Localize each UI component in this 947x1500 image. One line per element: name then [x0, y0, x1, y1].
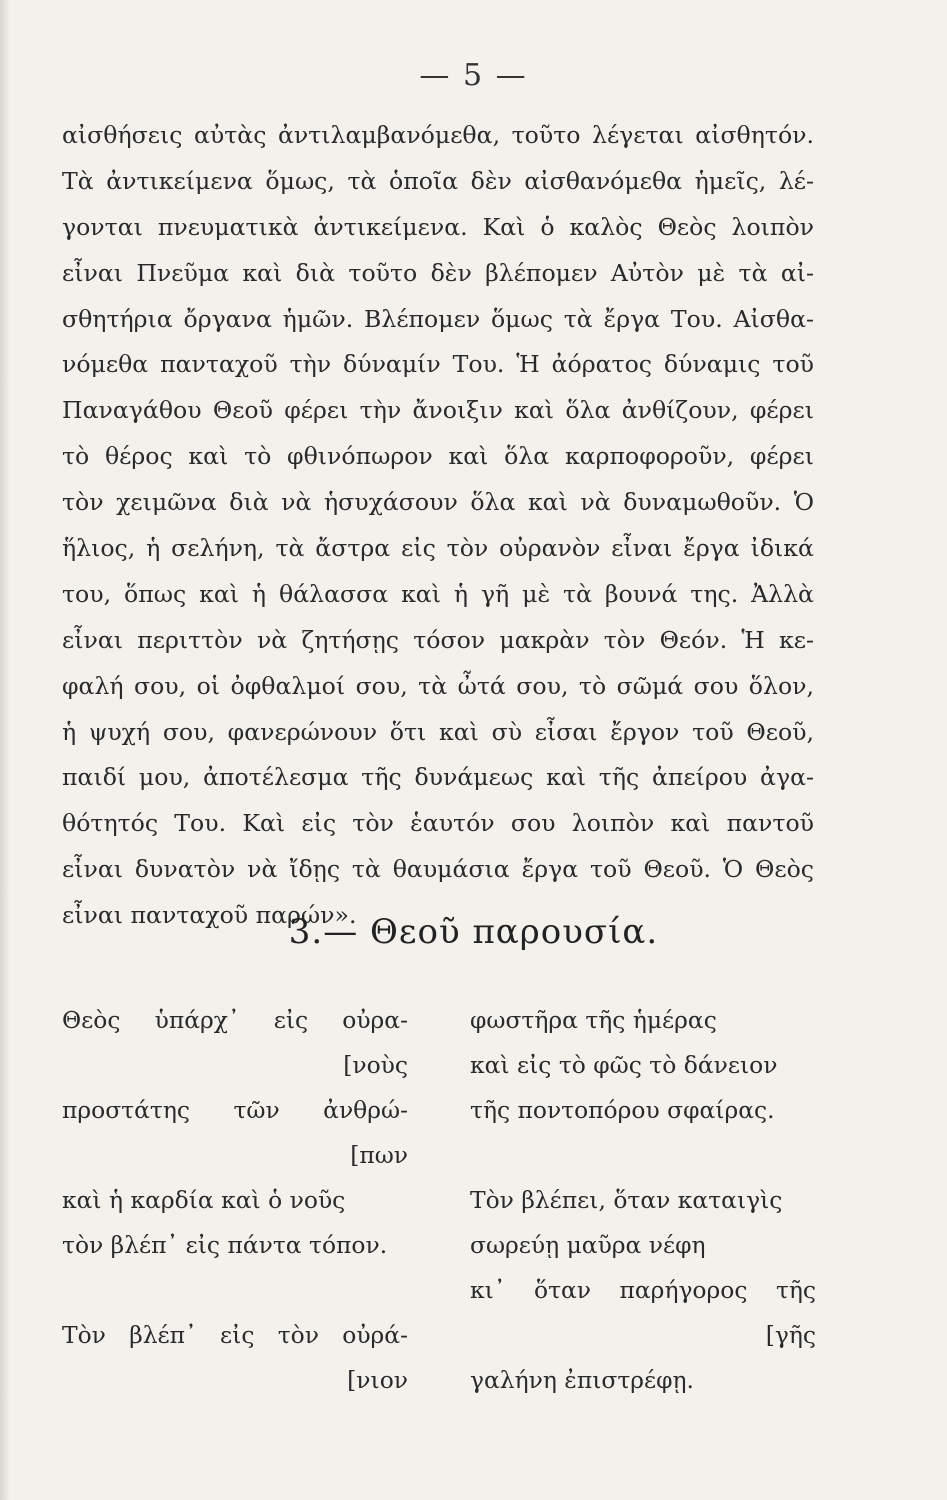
poem-verse: γαλήνη ἐπιστρέφῃ. [470, 1366, 694, 1394]
poem-verse-overflow: [πων [350, 1141, 408, 1169]
paragraph-line: ἡ ψυχή σου, φανερώνουν ὅτι καὶ σὺ εἶσαι ἔργον τοῦ Θεοῦ, [62, 717, 814, 746]
paragraph-line: θότητός Του. Καὶ εἰς τὸν ἑαυτόν σου λοιπὸν καὶ παντοῦ [62, 809, 814, 838]
paragraph-line: ἥλιος, ἡ σελήνη, τὰ ἄστρα εἰς τὸν οὐρανὸν εἶναι ἔργα ἰδικά [62, 534, 814, 563]
paragraph-line: εἶναι πανταχοῦ παρών». [62, 901, 357, 930]
stanza-break [470, 1133, 816, 1178]
paragraph-line: φαλή σου, οἱ ὀφθαλμοί σου, τὰ ὦτά σου, τὸ σῶμά σου ὅλον, [62, 671, 814, 700]
paragraph-line: παιδί μου, ἀποτέλεσμα τῆς δυνάμεως καὶ τῆς ἀπείρου ἀγα- [62, 763, 814, 792]
poem-verse: τὸν βλέπ᾽ εἰς πάντα τόπον. [62, 1231, 388, 1259]
paragraph-line: νόμεθα πανταχοῦ τὴν δύναμίν Του. Ἡ ἀόρατος δύναμις τοῦ [62, 350, 814, 379]
paragraph-line: εἶναι περιττὸν νὰ ζητήσῃς τόσον μακρὰν τὸν Θεόν. Ἡ κε- [62, 625, 814, 654]
poem-verse-overflow: [γῆς [765, 1321, 816, 1349]
paragraph-line: Παναγάθου Θεοῦ φέρει τὴν ἄνοιξιν καὶ ὅλα ἀνθίζουν, φέρει [62, 396, 814, 425]
poem-verse: κι᾽ ὅταν παρήγορος τῆς [470, 1276, 816, 1304]
poem-verse: Τὸν βλέπει, ὅταν καταιγὶς [470, 1186, 783, 1214]
poem-column-left [62, 998, 408, 1403]
poem-verse-overflow: [νοὺς [343, 1051, 408, 1079]
paragraph-line: αἰσθήσεις αὐτὰς ἀντιλαμβανόμεθα, τοῦτο λέγεται αἰσθητόν. [62, 121, 814, 149]
section-heading: 3.— Θεοῦ παρουσία. [288, 912, 659, 952]
paragraph-line: τὸν χειμῶνα διὰ νὰ ἡσυχάσουν ὅλα καὶ νὰ δυναμωθοῦν. Ὁ [62, 488, 814, 517]
poem-verse: τῆς ποντοπόρου σφαίρας. [470, 1096, 775, 1124]
poem-verse: καὶ εἰς τὸ φῶς τὸ δάνειον [470, 1051, 778, 1079]
poem-verse: φωστῆρα τῆς ἡμέρας [470, 1006, 717, 1034]
poem-verse-overflow: [νιον [347, 1366, 408, 1394]
page-number: — 5 — [419, 58, 528, 93]
paragraph-line: εἶναι Πνεῦμα καὶ διὰ τοῦτο δὲν βλέπομεν Αὐτὸν μὲ τὰ αἰ- [62, 258, 814, 287]
paragraph-line: εἶναι δυνατὸν νὰ ἴδῃς τὰ θαυμάσια ἔργα τοῦ Θεοῦ. Ὁ Θεὸς [62, 855, 814, 884]
poem-verse: προστάτης τῶν ἀνθρώ- [62, 1096, 408, 1124]
paragraph-line: του, ὅπως καὶ ἡ θάλασσα καὶ ἡ γῆ μὲ τὰ βουνά της. Ἀλλὰ [62, 579, 814, 608]
poem-verse: καὶ ἡ καρδία καὶ ὁ νοῦς [62, 1186, 346, 1214]
paragraph-line: τὸ θέρος καὶ τὸ φθινόπωρον καὶ ὅλα καρποφοροῦν, φέρει [62, 442, 814, 471]
poem-column-right [470, 998, 816, 1403]
page-edge-shadow [0, 0, 10, 1500]
paragraph-line: σθητήρια ὄργανα ἡμῶν. Βλέπομεν ὅμως τὰ ἔργα Του. Αἰσθα- [62, 304, 814, 333]
prose-paragraph [62, 113, 814, 939]
paragraph-line: Τὰ ἀντικείμενα ὅμως, τὰ ὁποῖα δὲν αἰσθανόμεθα ἡμεῖς, λέ- [62, 166, 814, 195]
paragraph-line: γονται πνευματικὰ ἀντικείμενα. Καὶ ὁ καλὸς Θεὸς λοιπὸν [62, 212, 814, 241]
stanza-break [62, 1268, 408, 1313]
poem-verse: σωρεύῃ μαῦρα νέφη [470, 1231, 706, 1259]
poem-verse: Τὸν βλέπ᾽ εἰς τὸν οὐρά- [62, 1321, 408, 1349]
poem-verse: Θεὸς ὑπάρχ᾽ εἰς οὐρα- [62, 1006, 408, 1034]
